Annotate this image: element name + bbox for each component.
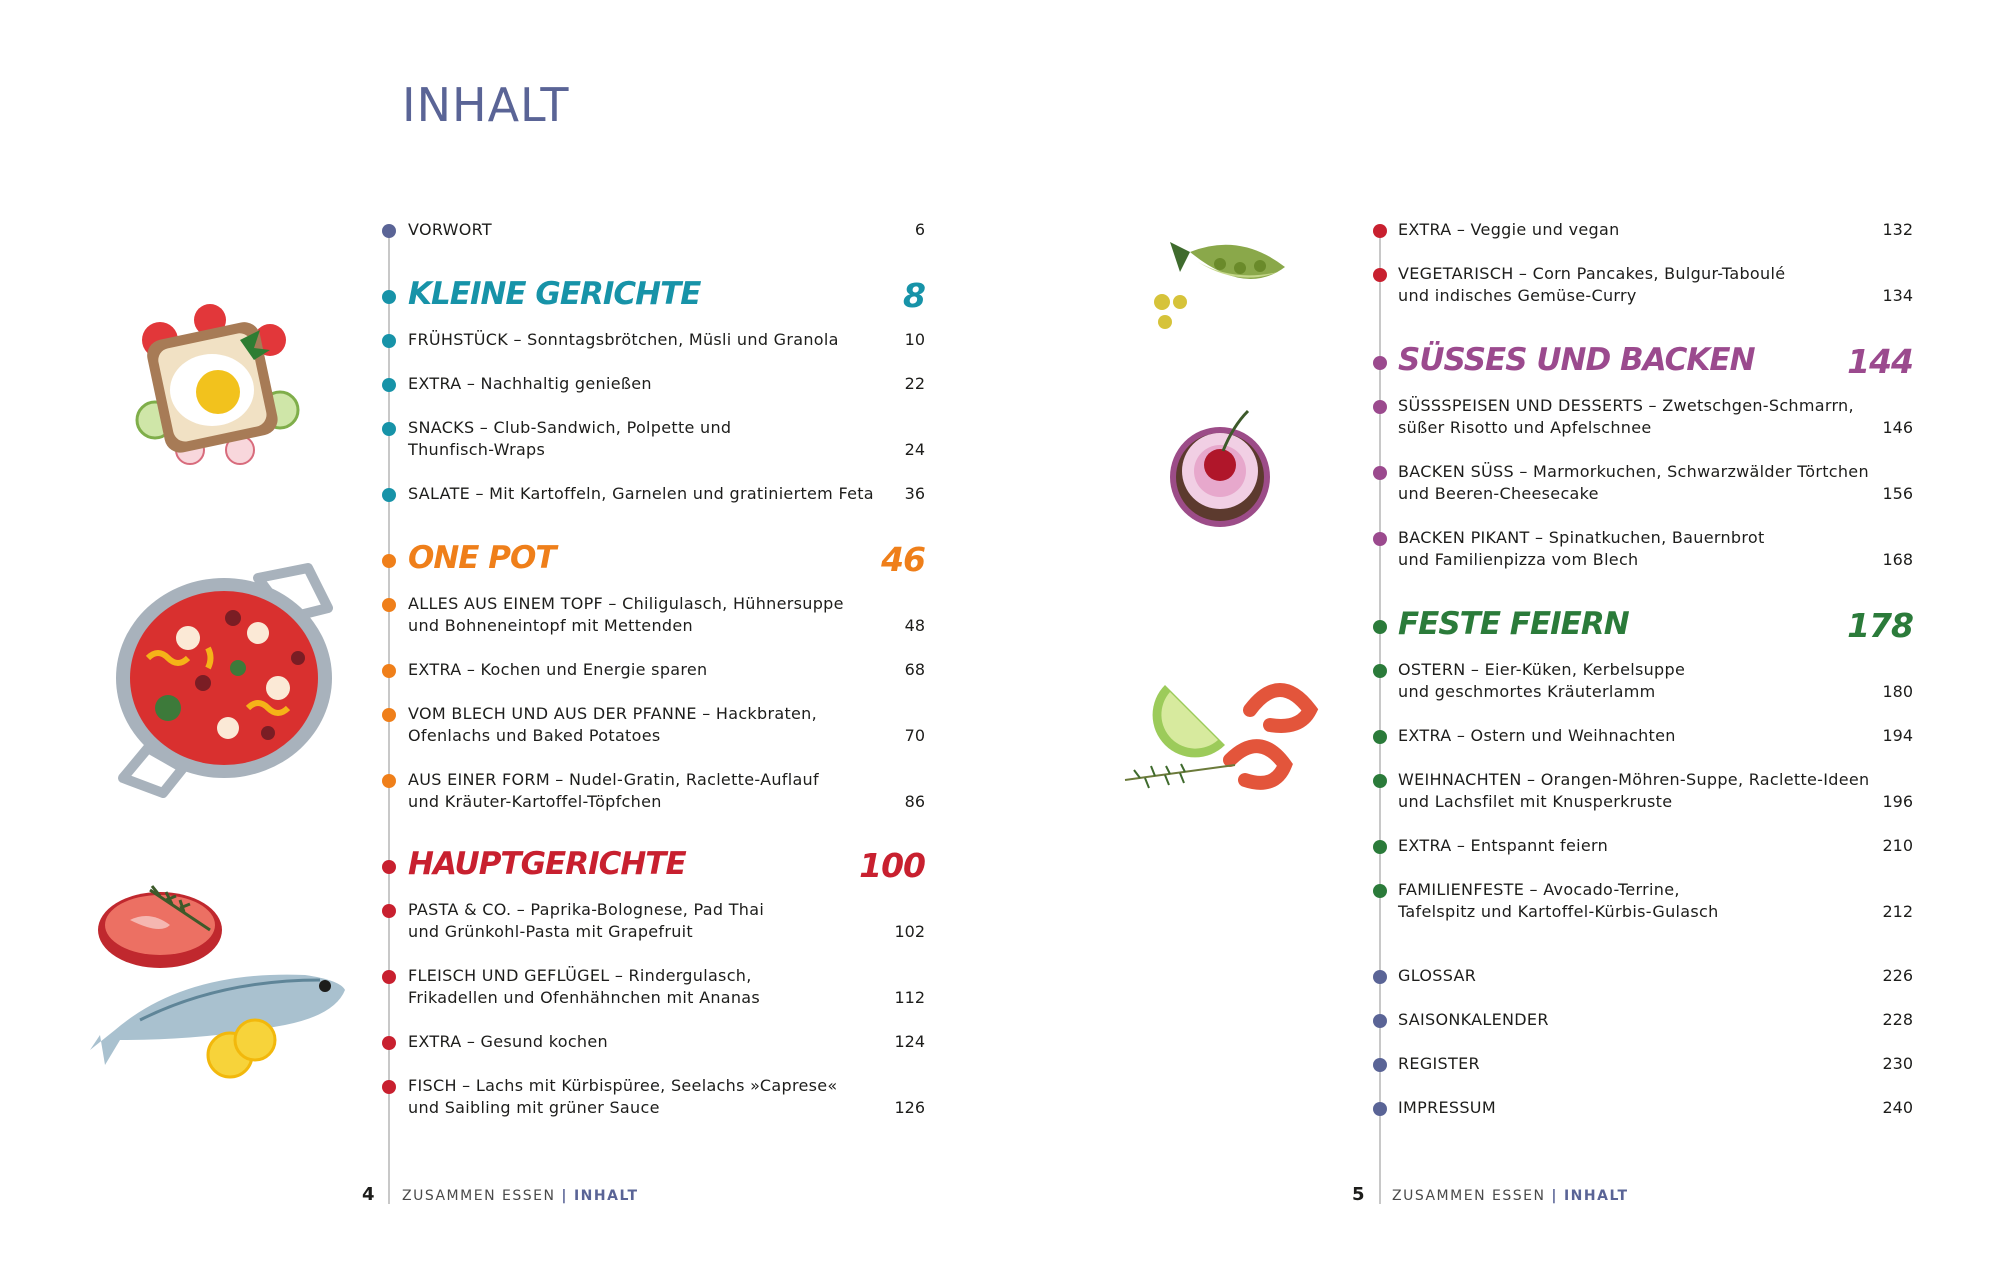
- toc-entry-page[interactable]: 22: [904, 374, 925, 393]
- cherry-tart-illustration: [1165, 405, 1275, 535]
- toc-entry-page[interactable]: 68: [904, 660, 925, 679]
- toc-entry-label[interactable]: FLEISCH UND GEFLÜGEL – Rindergulasch,: [408, 966, 752, 985]
- toc-entry-label[interactable]: AUS EINER FORM – Nudel-Gratin, Raclette-Auflauf: [408, 770, 819, 789]
- bullet-dot: [1373, 400, 1387, 414]
- bullet-dot: [1373, 840, 1387, 854]
- bullet-dot: [382, 970, 396, 984]
- toc-entry-label[interactable]: SAISONKALENDER: [1398, 1010, 1549, 1029]
- toc-entry-page[interactable]: 86: [904, 792, 925, 811]
- toc-entry-label[interactable]: ALLES AUS EINEM TOPF – Chiligulasch, Hühnersuppe: [408, 594, 844, 613]
- toc-entry-page[interactable]: 212: [1882, 902, 1913, 921]
- toc-entry-page[interactable]: 124: [894, 1032, 925, 1051]
- section-dot: [382, 290, 396, 304]
- running-head-left: [402, 1188, 639, 1204]
- toc-entry-label[interactable]: EXTRA – Ostern und Weihnachten: [1398, 726, 1676, 745]
- toc-entry-label-cont[interactable]: und geschmortes Kräuterlamm: [1398, 682, 1656, 701]
- toc-entry-label[interactable]: BACKEN PIKANT – Spinatkuchen, Bauernbrot: [1398, 528, 1765, 547]
- section-label: INHALT: [1563, 1188, 1629, 1204]
- steak-fish-illustration: [80, 880, 360, 1110]
- toc-entry-label[interactable]: EXTRA – Gesund kochen: [408, 1032, 608, 1051]
- toc-entry-label[interactable]: FAMILIENFESTE – Avocado-Terrine,: [1398, 880, 1680, 899]
- toc-entry-label[interactable]: GLOSSAR: [1398, 966, 1477, 985]
- toc-entry-label[interactable]: PASTA & CO. – Paprika-Bolognese, Pad Thai: [408, 900, 765, 919]
- section-page-feste-feiern[interactable]: 178: [1847, 606, 1913, 645]
- toc-entry-page[interactable]: 10: [904, 330, 925, 349]
- toc-entry-label-cont[interactable]: und indisches Gemüse-Curry: [1398, 286, 1637, 305]
- toc-entry-label-cont[interactable]: und Lachsfilet mit Knusperkruste: [1398, 792, 1673, 811]
- section-label: INHALT: [573, 1188, 639, 1204]
- toc-entry-page[interactable]: 180: [1882, 682, 1913, 701]
- bullet-dot: [382, 598, 396, 612]
- toc-entry-label[interactable]: WEIHNACHTEN – Orangen-Möhren-Suppe, Raclette-Ideen: [1398, 770, 1870, 789]
- section-title-kleine-gerichte[interactable]: KLEINE GERICHTE: [408, 276, 701, 312]
- toc-entry-page[interactable]: 196: [1882, 792, 1913, 811]
- bullet-dot: [1373, 224, 1387, 238]
- section-title-suesses-und-backen[interactable]: SÜSSES UND BACKEN: [1398, 342, 1755, 378]
- toc-entry-page[interactable]: 112: [894, 988, 925, 1007]
- toc-entry-page[interactable]: 210: [1882, 836, 1913, 855]
- bullet-dot: [382, 334, 396, 348]
- bullet-dot: [382, 664, 396, 678]
- bullet-dot: [1373, 1058, 1387, 1072]
- section-dot: [382, 860, 396, 874]
- toc-entry-page[interactable]: 6: [914, 220, 925, 239]
- stew-pot-illustration: [108, 558, 340, 798]
- bullet-dot: [1373, 1014, 1387, 1028]
- bullet-dot: [382, 708, 396, 722]
- toc-entry-page[interactable]: 168: [1882, 550, 1913, 569]
- bullet-dot: [1373, 774, 1387, 788]
- toc-entry-page[interactable]: 134: [1882, 286, 1913, 305]
- bullet-dot: [1373, 884, 1387, 898]
- toc-entry-page[interactable]: 48: [904, 616, 925, 635]
- bullet-dot: [382, 488, 396, 502]
- bullet-dot: [382, 1080, 396, 1094]
- toc-entry-page[interactable]: 102: [894, 922, 925, 941]
- bullet-dot: [1373, 268, 1387, 282]
- peas-illustration: [1150, 232, 1290, 342]
- lime-shrimp-illustration: [1120, 680, 1340, 820]
- toc-entry-label-cont[interactable]: und Saibling mit grüner Sauce: [408, 1098, 660, 1117]
- toc-entry-page[interactable]: 230: [1882, 1054, 1913, 1073]
- toc-entry-label[interactable]: OSTERN – Eier-Küken, Kerbelsuppe: [1398, 660, 1686, 679]
- toc-entry-page[interactable]: 226: [1882, 966, 1913, 985]
- toc-entry-label-cont[interactable]: und Kräuter-Kartoffel-Töpfchen: [408, 792, 662, 811]
- toc-entry-label-cont[interactable]: und Familienpizza vom Blech: [1398, 550, 1639, 569]
- toc-entry-label-cont[interactable]: und Bohneneintopf mit Mettenden: [408, 616, 693, 635]
- section-dot: [1373, 620, 1387, 634]
- toc-entry-page[interactable]: 126: [894, 1098, 925, 1117]
- toc-entry-label[interactable]: SÜSSSPEISEN UND DESSERTS – Zwetschgen-Schmarrn,: [1398, 396, 1854, 415]
- toc-entry-label[interactable]: FISCH – Lachs mit Kürbispüree, Seelachs »Caprese«: [408, 1076, 838, 1095]
- section-title-feste-feiern[interactable]: FESTE FEIERN: [1398, 606, 1629, 642]
- bullet-dot: [1373, 466, 1387, 480]
- page-number-right: 5: [1352, 1184, 1367, 1205]
- bullet-dot: [1373, 730, 1387, 744]
- toc-entry-label-cont[interactable]: Tafelspitz und Kartoffel-Kürbis-Gulasch: [1398, 902, 1719, 921]
- egg-toast-illustration: [130, 300, 300, 470]
- bullet-dot: [382, 1036, 396, 1050]
- toc-entry-label-cont[interactable]: und Grünkohl-Pasta mit Grapefruit: [408, 922, 694, 941]
- toc-entry-label[interactable]: VOM BLECH UND AUS DER PFANNE – Hackbraten,: [408, 704, 817, 723]
- toc-entry-page[interactable]: 36: [904, 484, 925, 503]
- section-page-kleine-gerichte[interactable]: 8: [903, 276, 925, 315]
- section-page-hauptgerichte[interactable]: 100: [859, 846, 925, 885]
- toc-entry-label[interactable]: SALATE – Mit Kartoffeln, Garnelen und gratiniertem Feta: [408, 484, 874, 503]
- toc-entry-label[interactable]: IMPRESSUM: [1398, 1098, 1496, 1117]
- toc-entry-page[interactable]: 146: [1882, 418, 1913, 437]
- toc-entry-page[interactable]: 24: [904, 440, 925, 459]
- toc-entry-label[interactable]: EXTRA – Kochen und Energie sparen: [408, 660, 708, 679]
- toc-entry-label[interactable]: VEGETARISCH – Corn Pancakes, Bulgur-Taboulé: [1398, 264, 1786, 283]
- toc-entry-label-cont[interactable]: süßer Risotto und Apfelschnee: [1398, 418, 1652, 437]
- bullet-dot: [1373, 1102, 1387, 1116]
- toc-entry-label-cont[interactable]: Thunfisch-Wraps: [408, 440, 546, 459]
- bullet-dot: [382, 378, 396, 392]
- toc-entry-label[interactable]: EXTRA – Nachhaltig genießen: [408, 374, 652, 393]
- toc-entry-page[interactable]: 194: [1882, 726, 1913, 745]
- bullet-dot: [382, 224, 396, 238]
- book-title: ZUSAMMEN ESSEN: [402, 1188, 556, 1204]
- toc-entry-label[interactable]: EXTRA – Veggie und vegan: [1398, 220, 1620, 239]
- section-dot: [382, 554, 396, 568]
- toc-entry-label[interactable]: EXTRA – Entspannt feiern: [1398, 836, 1609, 855]
- book-title: ZUSAMMEN ESSEN: [1392, 1188, 1546, 1204]
- page-number-left: 4: [362, 1184, 377, 1205]
- toc-entry-page[interactable]: 228: [1882, 1010, 1913, 1029]
- toc-entry-page[interactable]: 240: [1882, 1098, 1913, 1117]
- page-title: INHALT: [402, 78, 570, 132]
- section-page-one-pot[interactable]: 46: [881, 540, 925, 579]
- bullet-dot: [382, 422, 396, 436]
- toc-entry-page[interactable]: 156: [1882, 484, 1913, 503]
- separator: |: [1551, 1188, 1559, 1204]
- toc-entry-label[interactable]: VORWORT: [408, 220, 492, 239]
- section-title-one-pot[interactable]: ONE POT: [408, 540, 556, 576]
- toc-entry-label[interactable]: BACKEN SÜSS – Marmorkuchen, Schwarzwälder Törtchen: [1398, 462, 1869, 481]
- toc-entry-page[interactable]: 70: [904, 726, 925, 745]
- section-title-hauptgerichte[interactable]: HAUPTGERICHTE: [408, 846, 686, 882]
- bullet-dot: [382, 774, 396, 788]
- bullet-dot: [1373, 970, 1387, 984]
- bullet-dot: [382, 904, 396, 918]
- section-dot: [1373, 356, 1387, 370]
- toc-entry-label-cont[interactable]: Frikadellen und Ofenhähnchen mit Ananas: [408, 988, 761, 1007]
- toc-entry-label-cont[interactable]: Ofenlachs und Baked Potatoes: [408, 726, 661, 745]
- toc-entry-label-cont[interactable]: und Beeren-Cheesecake: [1398, 484, 1599, 503]
- bullet-dot: [1373, 664, 1387, 678]
- toc-entry-label[interactable]: SNACKS – Club-Sandwich, Polpette und: [408, 418, 732, 437]
- toc-entry-label[interactable]: REGISTER: [1398, 1054, 1480, 1073]
- separator: |: [561, 1188, 569, 1204]
- section-page-suesses-und-backen[interactable]: 144: [1847, 342, 1913, 381]
- toc-entry-page[interactable]: 132: [1882, 220, 1913, 239]
- running-head-right: [1392, 1188, 1629, 1204]
- bullet-dot: [1373, 532, 1387, 546]
- toc-entry-label[interactable]: FRÜHSTÜCK – Sonntagsbrötchen, Müsli und Granola: [408, 330, 839, 349]
